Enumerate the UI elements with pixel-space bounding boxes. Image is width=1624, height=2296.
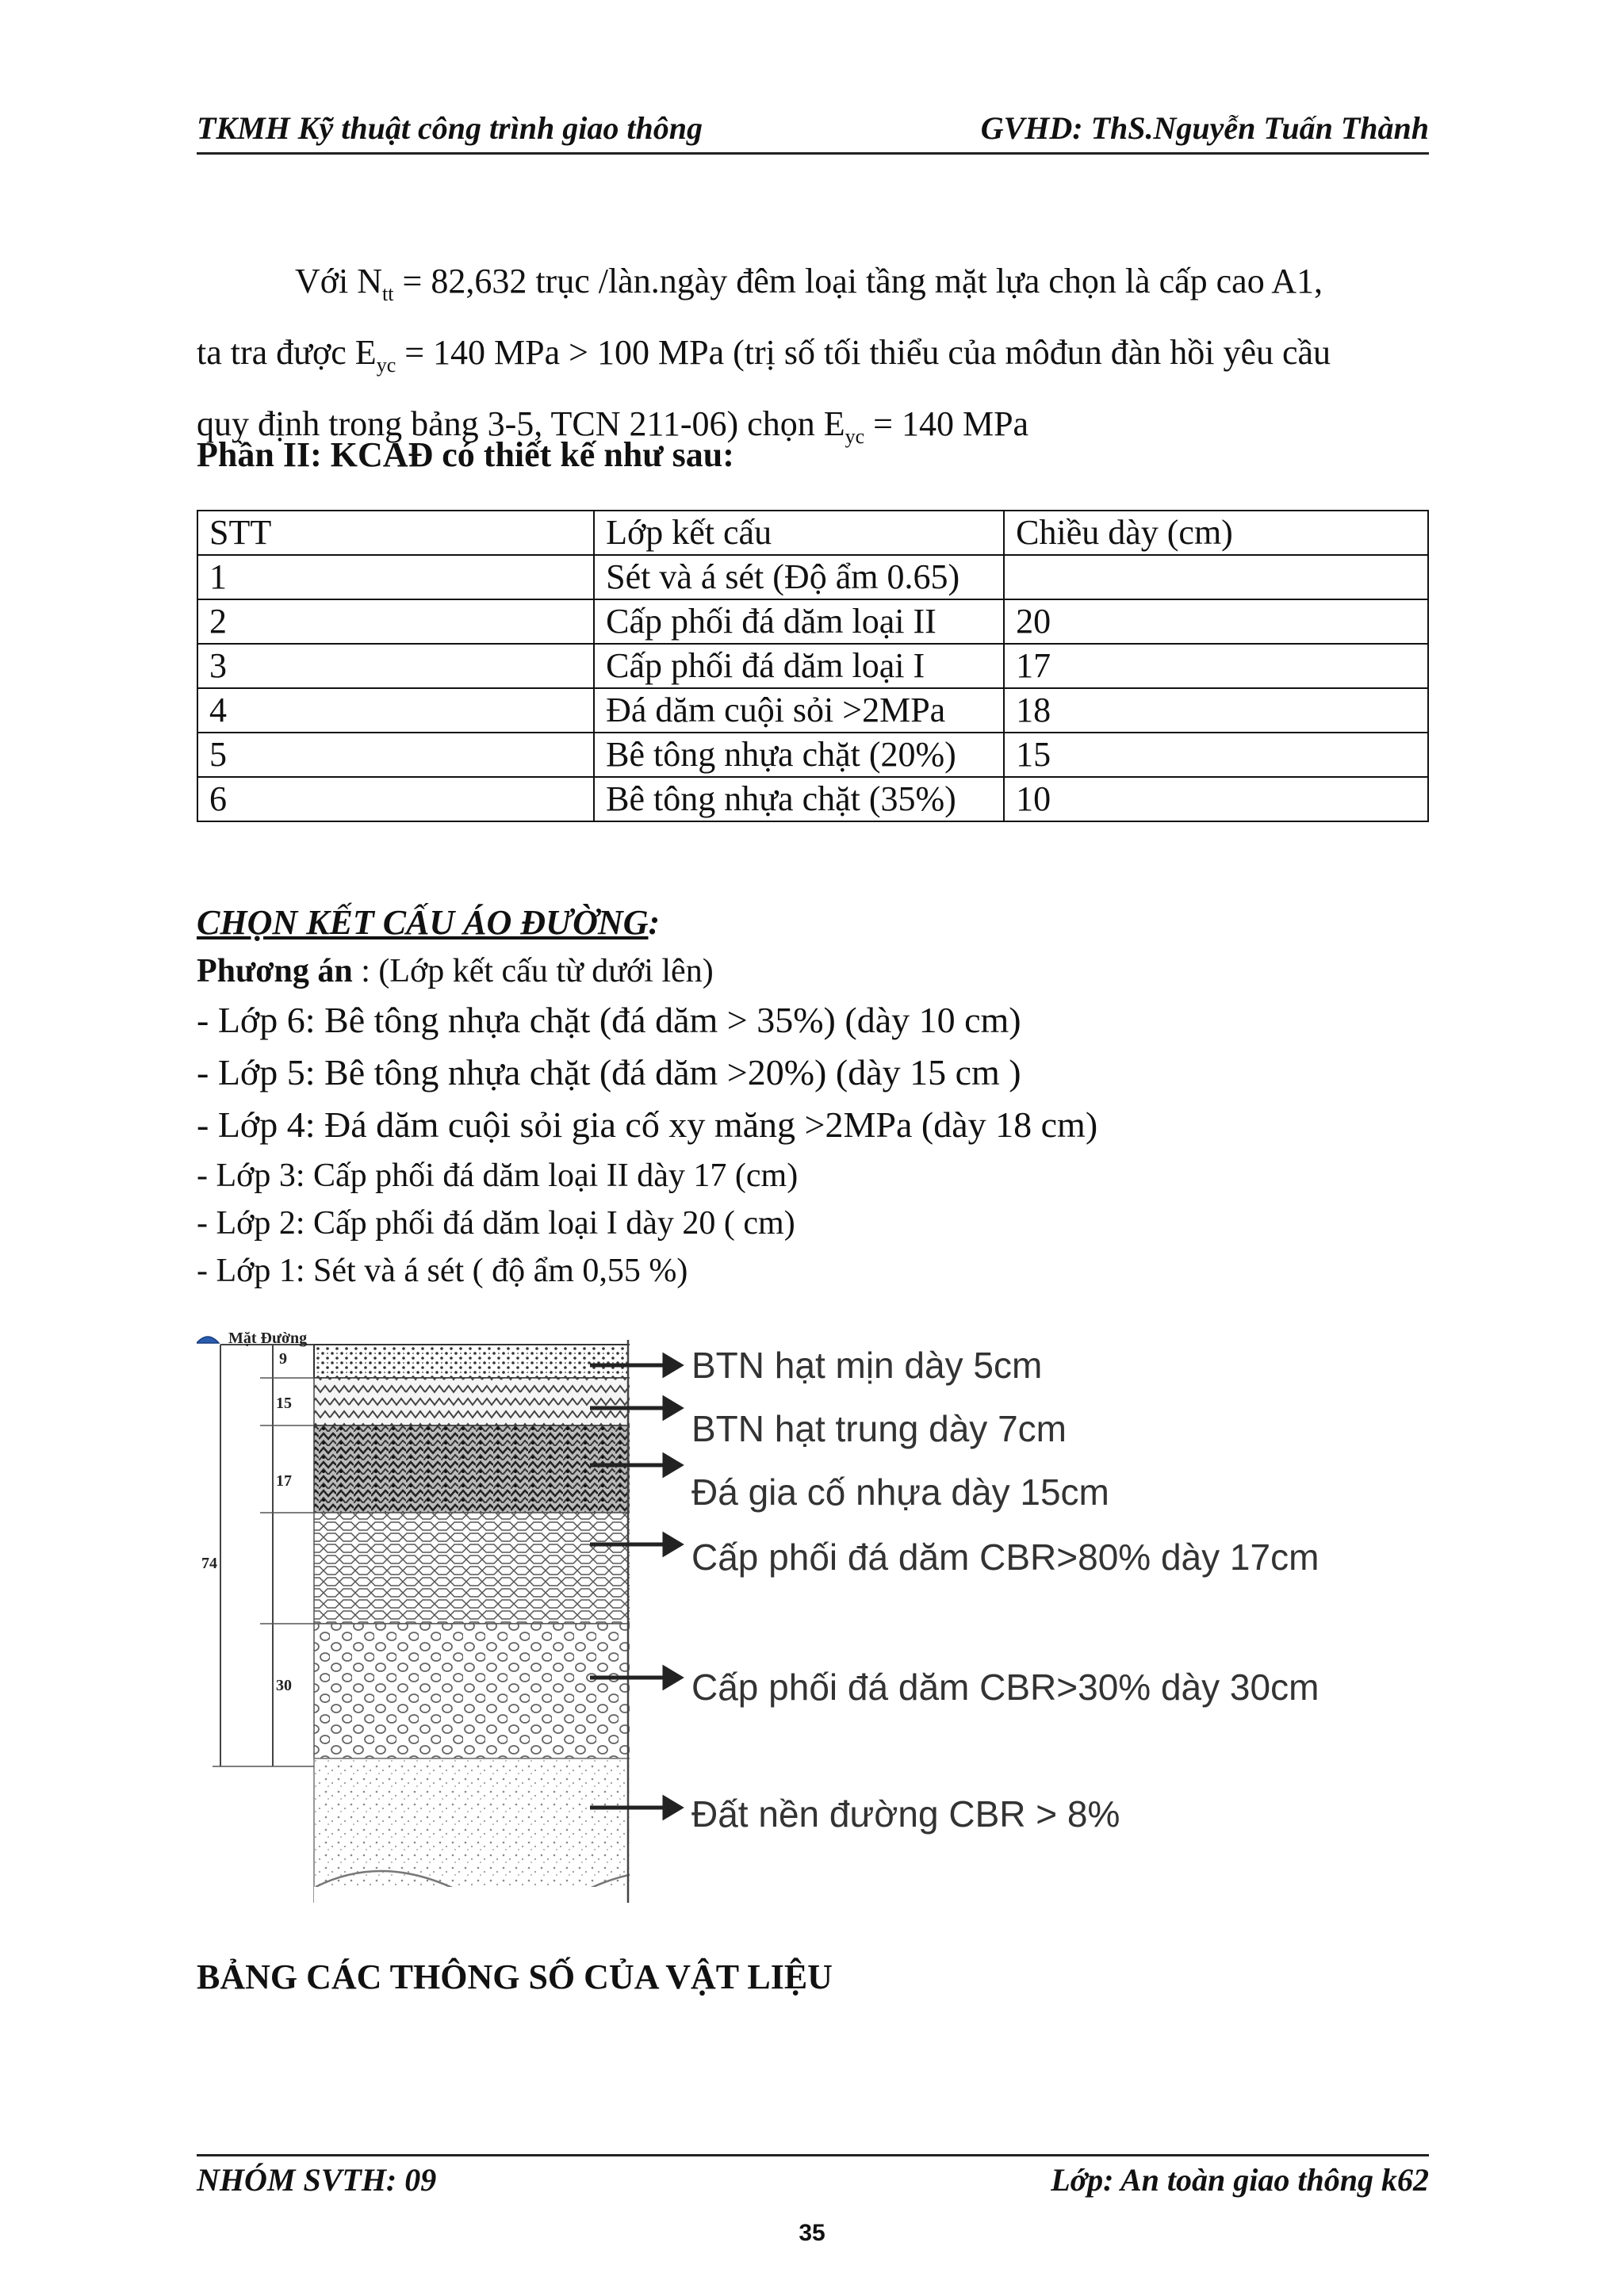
diagram-label-subgrade: Đất nền đường CBR > 8% [691,1793,1120,1835]
table-header-row [197,511,1428,555]
method-note: : (Lớp kết cấu từ dưới lên) [352,953,714,989]
table-cell: 18 [1004,688,1428,733]
table-header-cell: STT [197,511,594,555]
list-item: - Lớp 6: Bê tông nhựa chặt (đá dăm > 35%) (dày 10 cm) [197,1000,1021,1040]
diagram-label-cbr80: Cấp phối đá dăm CBR>80% dày 17cm [691,1536,1320,1578]
table-header-cell: Lớp kết cấu [594,511,1004,555]
table-row [197,777,1428,821]
header-instructor: GVHD: ThS.Nguyễn Tuấn Thành [980,110,1429,146]
table-cell: 20 [1004,599,1428,644]
intro-line-2: ta tra được $E_{yc} = 140$ MPa > 100 MPa (trị số tối thiểu của môđun đàn hồi yêu cầu [197,332,1331,377]
page-number: 35 [799,2220,825,2246]
diagram-label-cbr30: Cấp phối đá dăm CBR>30% dày 30cm [691,1667,1320,1708]
table-row [197,644,1428,688]
list-item: - Lớp 5: Bê tông nhựa chặt (đá dăm >20%) (dày 15 cm ) [197,1052,1021,1093]
table-cell: Sét và á sét (Độ ẩm 0.65) [594,555,1004,599]
method-line [197,947,714,996]
intro-paragraph [197,252,1429,465]
intro-line-3: quy định trong bảng 3-5, TCN 211-06) chọn $E_{yc} = 140$ MPa [197,404,1029,448]
dim-label-surface: Mặt Đường [228,1332,308,1347]
material-table-caption: BẢNG CÁC THÔNG SỐ CỦA VẬT LIỆU [197,1957,833,1996]
dim-label-9: 9 [279,1350,287,1368]
dim-label-15: 15 [276,1395,292,1412]
table-cell: Đá dăm cuội sỏi >2MPa [594,688,1004,733]
dim-label-74: 74 [201,1555,217,1572]
method-label: Phương án [197,953,353,989]
list-item: - Lớp 1: Sét và á sét ( độ ẩm 0,55 %) [197,1253,688,1289]
footer-class: Lớp: An toàn giao thông k62 [1051,2162,1429,2198]
footer-divider [197,2154,1429,2156]
table-cell: 15 [1004,733,1428,777]
table-cell: 6 [197,777,594,821]
header-course-title: TKMH Kỹ thuật công trình giao thông [197,110,703,146]
list-item: - Lớp 2: Cấp phối đá dăm loại I dày 20 ( cm) [197,1205,795,1242]
table-cell: 5 [197,733,594,777]
layer-table [197,510,1429,822]
table-cell: Cấp phối đá dăm loại I [594,644,1004,688]
table-cell: 1 [197,555,594,599]
table-cell: Bê tông nhựa chặt (35%) [594,777,1004,821]
table-cell: Bê tông nhựa chặt (20%) [594,733,1004,777]
diagram-label-medium-asphalt: BTN hạt trung dày 7cm [691,1408,1067,1449]
dim-label-17: 17 [276,1472,292,1490]
table-cell: 10 [1004,777,1428,821]
section-heading: Phần II: KCAĐ có thiết kế như sau: [197,435,734,474]
list-item: - Lớp 4: Đá dăm cuội sỏi gia cố xy măng >2MPa (dày 18 cm) [197,1104,1098,1145]
footer-group: NHÓM SVTH: 09 [197,2162,437,2198]
table-row [197,688,1428,733]
road-surface-marker-icon [197,1337,219,1343]
table-row [197,599,1428,644]
table-cell: 17 [1004,644,1428,688]
list-item: - Lớp 3: Cấp phối đá dăm loại II dày 17 (cm) [197,1158,799,1194]
table-cell: 3 [197,644,594,688]
header-divider [197,152,1429,155]
table-cell: 2 [197,599,594,644]
pavement-cross-section-diagram [197,1332,1434,1903]
diagram-label-stabilized: Đá gia cố nhựa dày 15cm [691,1471,1109,1513]
choose-structure-title: CHỌN KẾT CẤU ÁO ĐƯỜNG: [197,903,661,942]
diagram-label-fine-asphalt: BTN hạt mịn dày 5cm [691,1345,1043,1386]
dim-label-30: 30 [276,1677,292,1694]
table-cell: Cấp phối đá dăm loại II [594,599,1004,644]
table-cell [1004,555,1428,599]
table-cell: 4 [197,688,594,733]
table-header-cell: Chiều dày (cm) [1004,511,1428,555]
table-row [197,733,1428,777]
intro-line-1: Với $N_{tt} = 82,632$ trục /làn.ngày đêm loại tầng mặt lựa chọn là cấp cao A1, [295,262,1323,305]
table-row [197,555,1428,599]
